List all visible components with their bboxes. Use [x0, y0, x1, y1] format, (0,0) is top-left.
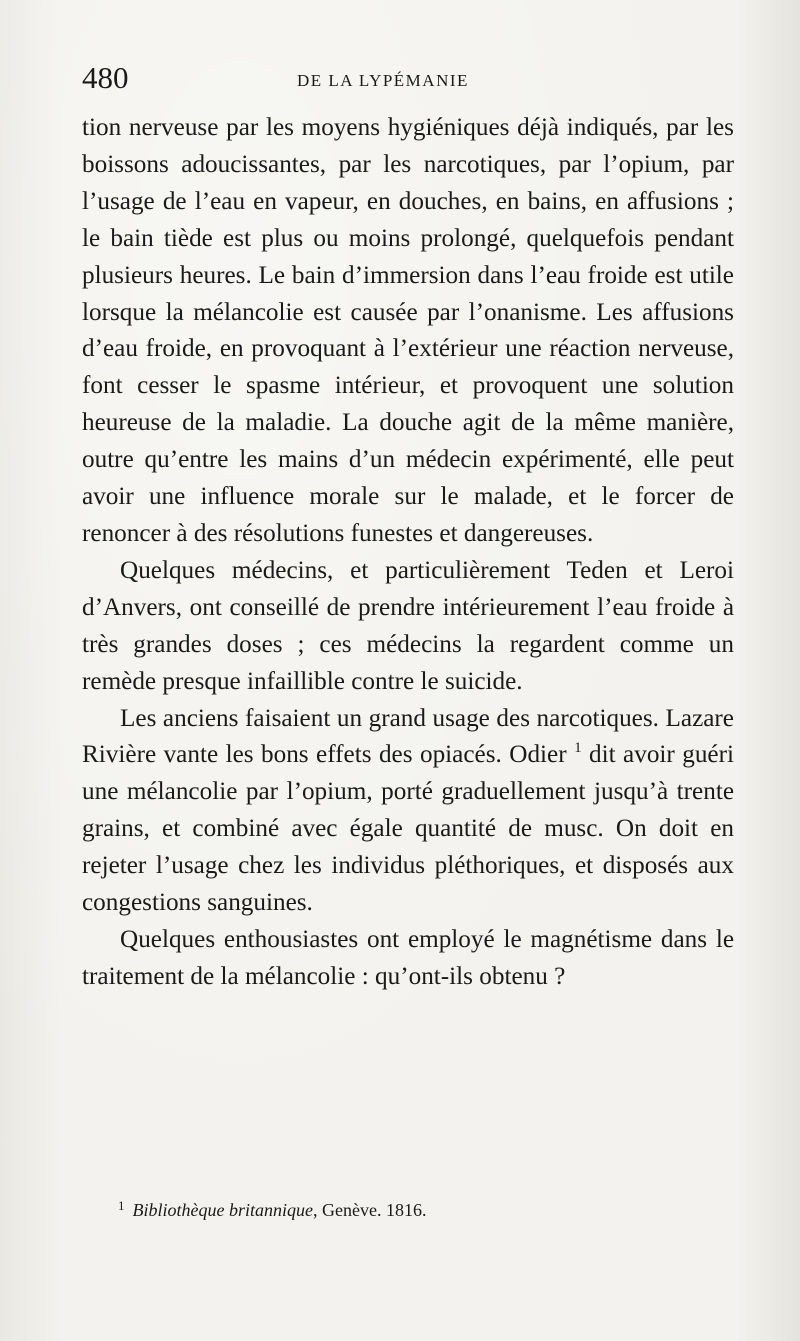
- paragraph-3: [82, 701, 734, 922]
- footnote-rest: , Genève. 1816.: [312, 1200, 427, 1220]
- paragraph-3-part-b: dit avoir guéri une mélancolie par l’opium, porté graduellement jusqu’à trente grains, et combiné avec égale quantité de musc. On doit en rejeter l’usage chez les individus pléthoriques, et disposés aux congestions sanguines.: [82, 741, 734, 917]
- body-text: [82, 110, 734, 996]
- footnote: [118, 1193, 678, 1223]
- page-header: [82, 58, 732, 98]
- paragraph-4: Quelques enthousiastes ont employé le magnétisme dans le traitement de la mélancolie : qu’ont-ils obtenu ?: [82, 925, 734, 990]
- paragraph-2: Quelques médecins, et particulièrement Teden et Leroi d’Anvers, ont conseillé de prendre intérieurement l’eau froide à très grandes doses ; ces médecins la regardent comme un remède presque infaillible contre le suicide.: [82, 556, 734, 695]
- footnote-title: Bibliothèque britannique: [132, 1200, 313, 1220]
- paragraph-3-part-a: Les anciens faisaient un grand usage des narcotiques. Lazare Rivière vante les bons effets des opiacés. Odier: [82, 704, 734, 769]
- page-number: 480: [82, 60, 129, 95]
- footnote-mark: 1: [118, 1198, 125, 1213]
- paragraph-1: tion nerveuse par les moyens hygiéniques déjà indiqués, par les boissons adoucissantes, par les narcotiques, par l’opium, par l’usage de l’eau en vapeur, en douches, en bains, en affusions ; le bain tiède est plus ou moins prolongé, quelquefois pendant plusieurs heures. Le bain d’immersion dans l’eau froide est utile lorsque la mélancolie est causée par l’onanisme. Les affusions d’eau froide, en provoquant à l’extérieur une réaction nerveuse, font cesser le spasme intérieur, et provoquent une solution heureuse de la maladie. La douche agit de la même manière, outre qu’entre les mains d’un médecin expérimenté, elle peut avoir une influence morale sur le malade, et le forcer de renoncer à des résolutions funestes et dangereuses.: [82, 114, 734, 547]
- footnote-reference: 1: [574, 740, 582, 757]
- running-head: DE LA LYPÉMANIE: [297, 71, 469, 90]
